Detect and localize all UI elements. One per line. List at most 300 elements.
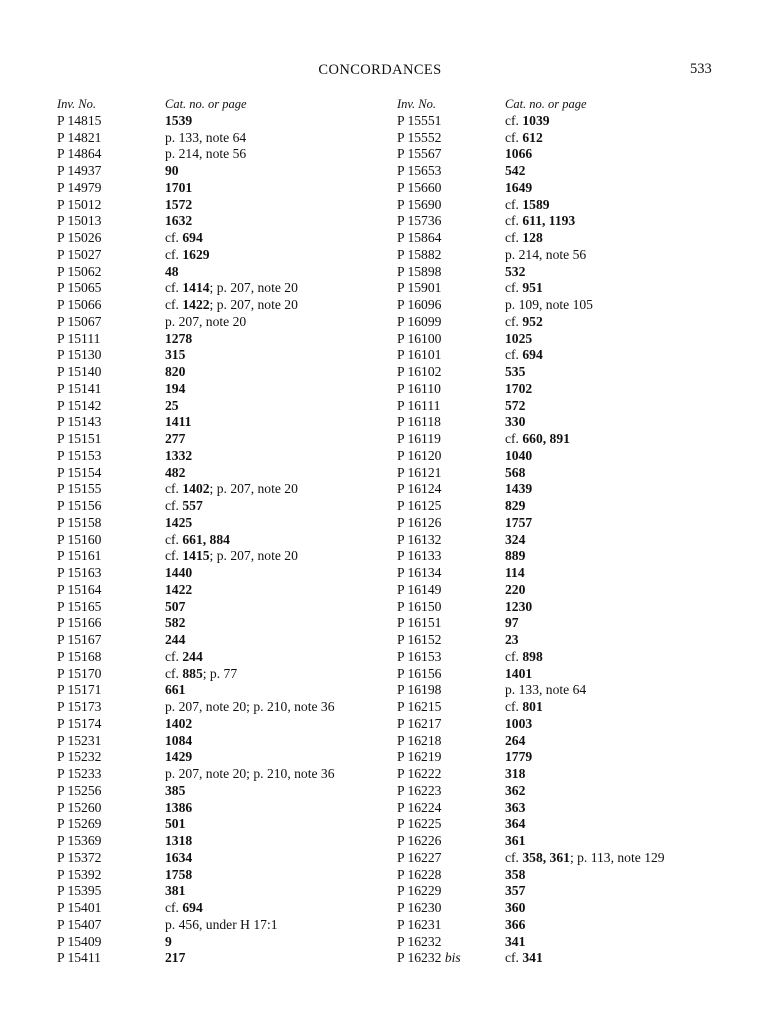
catalogue-number: 611, 1193	[522, 213, 576, 229]
catalogue-reference	[165, 532, 395, 549]
inv-number	[397, 833, 505, 850]
inv-number-text: P 16126	[397, 514, 442, 530]
inv-number-text: P 15395	[57, 883, 102, 899]
catalogue-reference	[165, 682, 395, 699]
concordance-row	[57, 599, 395, 616]
catalogue-number: 482	[165, 464, 186, 480]
inv-number-text: P 15142	[57, 397, 102, 413]
concordance-row	[397, 548, 735, 565]
concordance-row	[397, 800, 735, 817]
reference-text: cf.	[505, 112, 523, 128]
catalogue-number: 1539	[165, 112, 193, 128]
catalogue-number: 1589	[522, 196, 550, 212]
inv-number	[397, 716, 505, 733]
inv-number-text: P 15552	[397, 129, 442, 145]
concordance-row	[397, 465, 735, 482]
catalogue-number: 361	[505, 833, 526, 848]
concordance-row	[397, 682, 735, 699]
concordance-row	[397, 917, 735, 934]
inv-number	[57, 130, 165, 147]
concordance-row	[397, 867, 735, 884]
catalogue-reference	[165, 398, 395, 415]
catalogue-reference	[165, 364, 395, 381]
catalogue-reference	[165, 381, 395, 398]
inv-number	[57, 465, 165, 482]
concordance-row	[57, 833, 395, 850]
inv-number	[57, 615, 165, 632]
inv-number-text: P 16156	[397, 665, 442, 681]
concordance-row	[57, 883, 395, 900]
inv-number	[397, 816, 505, 833]
inv-number-text: P 15111	[57, 330, 101, 346]
catalogue-reference	[505, 314, 735, 331]
inv-number-text: P 15233	[57, 766, 102, 781]
concordance-row	[57, 180, 395, 197]
catalogue-number: 507	[165, 598, 186, 614]
catalogue-reference	[505, 481, 735, 498]
catalogue-number: 1415	[182, 548, 210, 564]
inv-number	[397, 498, 505, 515]
catalogue-reference	[505, 280, 735, 297]
inv-number	[397, 615, 505, 632]
inv-number-text: P 16119	[397, 431, 441, 446]
inv-number-text: P 15653	[397, 163, 442, 178]
catalogue-number: 363	[505, 799, 526, 815]
catalogue-reference	[505, 917, 735, 934]
inv-number	[57, 699, 165, 716]
inv-number-text: P 16110	[397, 380, 441, 396]
catalogue-reference	[505, 867, 735, 884]
concordance-row	[397, 113, 735, 130]
inv-number-text: P 16229	[397, 883, 442, 899]
inv-number-text: P 16134	[397, 565, 442, 580]
catalogue-number: 1632	[165, 213, 193, 229]
catalogue-reference	[165, 146, 395, 163]
inv-number	[57, 213, 165, 230]
inv-number	[397, 398, 505, 415]
inv-number-text: P 16124	[397, 481, 442, 497]
inv-number	[57, 649, 165, 666]
catalogue-reference	[505, 950, 735, 967]
inv-number-text: P 15171	[57, 682, 102, 698]
concordance-row	[57, 666, 395, 683]
concordance-row	[57, 632, 395, 649]
concordance-row	[397, 230, 735, 247]
concordance-row	[397, 180, 735, 197]
catalogue-number: 885	[182, 665, 203, 681]
catalogue-number: 542	[505, 163, 526, 178]
inv-number	[397, 465, 505, 482]
catalogue-reference	[165, 347, 395, 364]
inv-number	[397, 481, 505, 498]
reference-text: cf.	[505, 699, 523, 714]
catalogue-number: 1040	[505, 447, 533, 463]
catalogue-reference	[505, 163, 735, 180]
concordance-row	[57, 431, 395, 448]
catalogue-number: 194	[165, 380, 186, 396]
inv-number	[57, 783, 165, 800]
inv-number-text: P 15369	[57, 833, 102, 848]
catalogue-reference	[505, 130, 735, 147]
concordance-row	[57, 749, 395, 766]
reference-text: p. 133, note 64	[165, 129, 247, 145]
catalogue-reference	[505, 833, 735, 850]
inv-no-header: Inv. No.	[397, 97, 436, 111]
catalogue-number: 358, 361	[522, 849, 570, 865]
reference-text: cf.	[505, 129, 523, 145]
concordance-row	[57, 867, 395, 884]
concordance-row	[57, 565, 395, 582]
inv-number-text: P 15690	[397, 196, 442, 212]
inv-number-text: P 15161	[57, 548, 102, 564]
inv-number	[57, 950, 165, 967]
catalogue-number: 264	[505, 732, 526, 748]
catalogue-number: 1025	[505, 330, 533, 346]
concordance-row	[57, 280, 395, 297]
catalogue-reference	[505, 766, 735, 783]
concordance-row	[397, 950, 735, 967]
catalogue-number: 341	[522, 950, 543, 966]
reference-text: cf.	[165, 230, 183, 245]
inv-number	[57, 599, 165, 616]
catalogue-number: 358	[505, 866, 526, 882]
catalogue-number: 660, 891	[522, 431, 570, 446]
inv-number	[57, 347, 165, 364]
concordance-row	[57, 682, 395, 699]
inv-number	[57, 230, 165, 247]
inv-number	[397, 347, 505, 364]
catalogue-number: 366	[505, 916, 526, 932]
catalogue-reference	[505, 934, 735, 951]
reference-text: cf.	[165, 900, 183, 915]
concordance-row	[57, 582, 395, 599]
catalogue-number: 385	[165, 782, 186, 798]
catalogue-number: 341	[505, 933, 526, 949]
reference-text: p. 207, note 20; p. 210, note 36	[165, 699, 335, 714]
concordance-row	[57, 364, 395, 381]
catalogue-number: 318	[505, 766, 526, 781]
reference-text: cf.	[505, 950, 523, 966]
reference-text: ; p. 207, note 20	[209, 297, 298, 312]
concordance-row	[57, 197, 395, 214]
concordance-row	[57, 649, 395, 666]
inv-number	[57, 247, 165, 264]
concordance-row	[397, 247, 735, 264]
inv-number-text: P 15269	[57, 816, 102, 832]
catalogue-number: 1440	[165, 565, 193, 580]
inv-number	[397, 649, 505, 666]
inv-number-text: P 15166	[57, 615, 102, 631]
catalogue-number: 220	[505, 581, 526, 597]
inv-number	[397, 230, 505, 247]
reference-text: p. 214, note 56	[505, 246, 587, 262]
inv-number	[397, 431, 505, 448]
inv-number-text: P 15168	[57, 648, 102, 664]
inv-number	[57, 582, 165, 599]
inv-number	[57, 666, 165, 683]
catalogue-number: 1230	[505, 598, 533, 614]
inv-number-text: P 16101	[397, 347, 442, 363]
concordance-column-right	[397, 96, 735, 967]
catalogue-reference	[165, 749, 395, 766]
concordance-row	[57, 414, 395, 431]
concordance-row	[397, 498, 735, 515]
reference-text: p. 207, note 20	[165, 313, 247, 329]
inv-number	[57, 883, 165, 900]
inv-number-text: P 16227	[397, 849, 442, 865]
inv-number	[397, 264, 505, 281]
inv-number-text: P 15143	[57, 414, 102, 430]
concordance-rows-left	[57, 113, 395, 967]
catalogue-number: 951	[522, 280, 543, 296]
inv-number-text: P 16151	[397, 615, 442, 631]
inv-number-text: P 15165	[57, 598, 102, 614]
reference-text: cf.	[165, 246, 183, 262]
inv-number	[57, 297, 165, 314]
reference-text: cf.	[505, 280, 523, 296]
concordance-row	[397, 431, 735, 448]
inv-number	[397, 749, 505, 766]
catalogue-reference	[165, 783, 395, 800]
catalogue-number: 1629	[182, 246, 210, 262]
inv-number-text: P 16230	[397, 900, 442, 915]
concordance-row	[57, 398, 395, 415]
catalogue-reference	[165, 197, 395, 214]
concordance-row	[57, 331, 395, 348]
catalogue-reference	[165, 465, 395, 482]
concordance-row	[397, 632, 735, 649]
catalogue-reference	[505, 599, 735, 616]
concordance-row	[397, 130, 735, 147]
catalogue-number: 1701	[165, 179, 193, 195]
catalogue-reference	[505, 883, 735, 900]
inv-number	[57, 414, 165, 431]
inv-number-text: P 16120	[397, 447, 442, 463]
inv-number-text: P 16222	[397, 766, 442, 781]
concordance-row	[397, 833, 735, 850]
catalogue-number: 114	[505, 565, 525, 580]
catalogue-number: 1402	[165, 715, 193, 731]
catalogue-reference	[165, 615, 395, 632]
inv-number-text: P 15256	[57, 782, 102, 798]
inv-number	[397, 632, 505, 649]
concordance-row	[57, 498, 395, 515]
inv-number-text: P 16153	[397, 648, 442, 664]
catalogue-reference	[505, 364, 735, 381]
concordance-row	[57, 733, 395, 750]
catalogue-number: 364	[505, 816, 526, 832]
inv-number	[57, 716, 165, 733]
inv-number-text: P 15163	[57, 565, 102, 580]
catalogue-reference	[165, 716, 395, 733]
concordance-row	[57, 230, 395, 247]
inv-number-text: P 15372	[57, 849, 102, 865]
inv-number	[57, 364, 165, 381]
inv-number	[57, 113, 165, 130]
inv-number-text: P 16219	[397, 749, 442, 765]
inv-number-text: P 16231	[397, 916, 442, 932]
catalogue-number: 1425	[165, 514, 193, 530]
inv-number-text: P 15174	[57, 715, 102, 731]
inv-number	[57, 381, 165, 398]
inv-number-text: P 16228	[397, 866, 442, 882]
catalogue-number: 582	[165, 615, 186, 631]
inv-number	[397, 163, 505, 180]
catalogue-reference	[505, 448, 735, 465]
concordance-row	[397, 582, 735, 599]
reference-text: p. 207, note 20; p. 210, note 36	[165, 766, 335, 781]
concordance-row	[57, 615, 395, 632]
catalogue-number: 324	[505, 531, 526, 547]
inv-number	[57, 749, 165, 766]
inv-number	[397, 314, 505, 331]
catalogue-number: 898	[522, 648, 543, 664]
concordance-row	[397, 381, 735, 398]
inv-number	[397, 197, 505, 214]
catalogue-reference	[505, 716, 735, 733]
inv-number-text: P 15392	[57, 866, 102, 882]
catalogue-reference	[505, 414, 735, 431]
catalogue-number: 889	[505, 548, 526, 564]
inv-number-text: P 14979	[57, 179, 102, 195]
catalogue-reference	[505, 800, 735, 817]
catalogue-number: 1414	[182, 280, 210, 296]
catalogue-reference	[505, 699, 735, 716]
catalogue-reference	[165, 565, 395, 582]
concordance-row	[397, 146, 735, 163]
inv-number	[57, 850, 165, 867]
catalogue-reference	[505, 264, 735, 281]
catalogue-number: 97	[505, 615, 519, 631]
catalogue-number: 1401	[505, 665, 533, 681]
catalogue-number: 661, 884	[182, 531, 230, 547]
inv-number-text: P 15901	[397, 280, 442, 296]
inv-number-text: P 16232	[397, 933, 442, 949]
inv-number	[397, 297, 505, 314]
catalogue-reference	[505, 247, 735, 264]
catalogue-number: 532	[505, 263, 526, 279]
concordance-row	[397, 314, 735, 331]
concordance-row	[397, 448, 735, 465]
concordance-row	[397, 565, 735, 582]
catalogue-number: 557	[182, 498, 203, 513]
inv-number	[397, 381, 505, 398]
catalogue-number: 1332	[165, 447, 193, 463]
inv-number-text: P 15551	[397, 112, 442, 128]
inv-number-text: P 15401	[57, 900, 102, 915]
catalogue-number: 1003	[505, 715, 533, 731]
catalogue-reference	[165, 900, 395, 917]
concordance-row	[57, 448, 395, 465]
concordance-row	[57, 515, 395, 532]
inv-number	[397, 867, 505, 884]
inv-number-text: P 16226	[397, 833, 442, 848]
catalogue-reference	[165, 264, 395, 281]
inv-number-text: P 15898	[397, 263, 442, 279]
catalogue-reference	[165, 280, 395, 297]
catalogue-reference	[165, 816, 395, 833]
inv-number-text: P 16111	[397, 397, 441, 413]
catalogue-reference	[165, 850, 395, 867]
inv-number-text: P 15158	[57, 514, 102, 530]
catalogue-reference	[505, 649, 735, 666]
catalogue-number: 568	[505, 464, 526, 480]
inv-number	[57, 548, 165, 565]
inv-number	[397, 414, 505, 431]
inv-number	[57, 448, 165, 465]
reference-text: cf.	[505, 849, 523, 865]
inv-number-text: P 15231	[57, 732, 102, 748]
inv-number-text: P 16133	[397, 548, 442, 564]
inv-number	[57, 498, 165, 515]
inv-number-text: P 14937	[57, 163, 102, 178]
catalogue-reference	[165, 180, 395, 197]
inv-number-text: P 15066	[57, 297, 102, 312]
inv-number-text: P 15153	[57, 447, 102, 463]
inv-number-text: P 15167	[57, 632, 102, 647]
concordance-row	[57, 783, 395, 800]
catalogue-number: 1422	[165, 581, 193, 597]
reference-text: p. 214, note 56	[165, 146, 247, 162]
inv-number	[57, 833, 165, 850]
concordance-row	[57, 347, 395, 364]
reference-text: ; p. 207, note 20	[209, 481, 298, 497]
inv-number	[397, 950, 505, 967]
catalogue-number: 1066	[505, 146, 533, 162]
column-header-row	[57, 96, 395, 113]
inv-number	[397, 699, 505, 716]
catalogue-number: 535	[505, 364, 526, 379]
concordance-row	[397, 280, 735, 297]
inv-number	[57, 867, 165, 884]
reference-text: cf.	[165, 481, 183, 497]
catalogue-reference	[165, 548, 395, 565]
concordance-row	[397, 649, 735, 666]
inv-number-text: P 15156	[57, 498, 102, 513]
catalogue-reference	[505, 146, 735, 163]
reference-text: cf.	[165, 531, 183, 547]
inv-number	[57, 632, 165, 649]
concordance-row	[57, 716, 395, 733]
concordance-row	[397, 783, 735, 800]
catalogue-reference	[165, 230, 395, 247]
catalogue-reference	[165, 833, 395, 850]
inv-number-text: P 16224	[397, 799, 442, 815]
catalogue-reference	[165, 733, 395, 750]
inv-number	[397, 883, 505, 900]
inv-number	[57, 934, 165, 951]
inv-number-text: P 16121	[397, 464, 442, 480]
reference-text: cf.	[165, 297, 183, 312]
inv-number	[57, 264, 165, 281]
concordance-rows-right	[397, 113, 735, 967]
reference-text: ; p. 77	[202, 665, 238, 681]
reference-text: cf.	[505, 431, 523, 446]
inv-number-text: P 15411	[57, 950, 101, 966]
inv-number	[57, 733, 165, 750]
inv-number	[397, 146, 505, 163]
concordance-row	[57, 950, 395, 967]
inv-number	[397, 247, 505, 264]
inv-number-text: P 16102	[397, 364, 442, 379]
inv-number	[57, 180, 165, 197]
reference-text: p. 109, note 105	[505, 297, 593, 312]
reference-text: cf.	[165, 665, 183, 681]
inv-number-text: P 16232	[397, 950, 442, 966]
catalogue-number: 1758	[165, 866, 193, 882]
inv-number	[57, 565, 165, 582]
catalogue-number: 244	[165, 632, 186, 647]
